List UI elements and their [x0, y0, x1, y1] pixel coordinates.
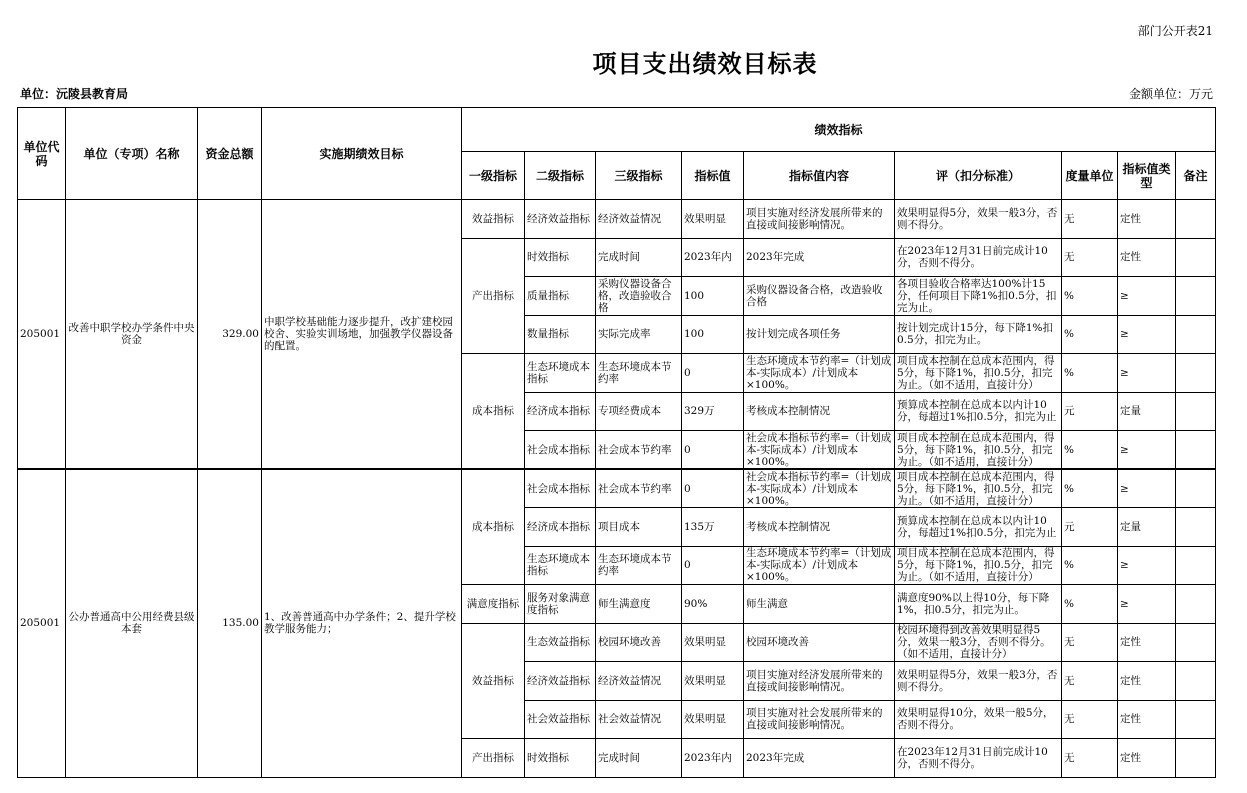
content-cell: 项目实施对经济发展所带来的直接或间接影响情况。 — [744, 662, 895, 701]
measure-cell: 无 — [1062, 739, 1118, 778]
score-cell: 项目成本控制在总成本范围内，得5分，每下降1%，扣0.5分，扣完为止。（如不适用，直接计分） — [895, 469, 1062, 508]
note-cell — [1176, 238, 1216, 277]
level2-cell: 社会成本指标 — [525, 431, 596, 470]
value-cell: 2023年内 — [682, 238, 744, 277]
level2-cell: 时效指标 — [525, 238, 596, 277]
score-cell: 按计划完成计15分，每下降1%扣0.5分，扣完为止。 — [895, 315, 1062, 354]
score-cell: 预算成本控制在总成本以内计10分，每超过1%扣0.5分，扣完为止 — [895, 392, 1062, 431]
col-level3: 三级指标 — [596, 152, 682, 200]
value-cell: 0 — [682, 354, 744, 393]
value-cell: 效果明显 — [682, 623, 744, 662]
value-cell: 0 — [682, 431, 744, 470]
note-cell — [1176, 546, 1216, 585]
measure-cell: 元 — [1062, 508, 1118, 547]
score-cell: 满意度90%以上得10分，每下降1%，扣0.5分，扣完为止。 — [895, 585, 1062, 624]
value-cell: 0 — [682, 469, 744, 508]
note-cell — [1176, 431, 1216, 470]
content-cell: 2023年完成 — [744, 238, 895, 277]
level1-cell: 产出指标 — [462, 238, 525, 354]
note-cell — [1176, 739, 1216, 778]
level3-cell: 社会成本节约率 — [596, 431, 682, 470]
unit-label: 单位：沅陵县教育局 — [20, 87, 129, 101]
level3-cell: 经济效益情况 — [596, 200, 682, 239]
level1-cell: 效益指标 — [462, 200, 525, 239]
type-cell: 定量 — [1118, 508, 1176, 547]
measure-cell: 元 — [1062, 392, 1118, 431]
type-cell: 定量 — [1118, 392, 1176, 431]
project-name-cell: 公办普通高中公用经费县级本套 — [66, 469, 198, 777]
col-amount: 资金总额 — [198, 108, 262, 200]
level2-cell: 质量指标 — [525, 277, 596, 316]
amount-cell: 329.00 — [198, 200, 262, 470]
content-cell: 社会成本指标节约率=（计划成本-实际成本）/计划成本×100%。 — [744, 431, 895, 470]
level2-cell: 社会效益指标 — [525, 700, 596, 739]
content-cell: 项目实施对经济发展所带来的直接或间接影响情况。 — [744, 200, 895, 239]
level3-cell: 社会效益情况 — [596, 700, 682, 739]
type-cell: 定性 — [1118, 739, 1176, 778]
level2-cell: 经济效益指标 — [525, 662, 596, 701]
level3-cell: 采购仪器设备合格，改造验收合格 — [596, 277, 682, 316]
level2-cell: 生态环境成本指标 — [525, 546, 596, 585]
note-cell — [1176, 662, 1216, 701]
measure-cell: % — [1062, 277, 1118, 316]
type-cell: 定性 — [1118, 700, 1176, 739]
level2-cell: 数量指标 — [525, 315, 596, 354]
content-cell: 2023年完成 — [744, 739, 895, 778]
score-cell: 在2023年12月31日前完成计10分，否则不得分。 — [895, 739, 1062, 778]
content-cell: 社会成本指标节约率=（计划成本-实际成本）/计划成本×100%。 — [744, 469, 895, 508]
level2-cell: 社会成本指标 — [525, 469, 596, 508]
col-name: 单位（专项）名称 — [66, 108, 198, 200]
col-code: 单位代码 — [18, 108, 66, 200]
performance-table — [17, 107, 1216, 778]
measure-cell: % — [1062, 546, 1118, 585]
project-name-cell: 改善中职学校办学条件中央资金 — [66, 200, 198, 470]
level3-cell: 实际完成率 — [596, 315, 682, 354]
goal-cell: 中职学校基础能力逐步提升，改扩建校园校舍、实验实训场地，加强教学仪器设备的配置。 — [262, 200, 462, 470]
value-cell: 100 — [682, 277, 744, 316]
level1-cell: 成本指标 — [462, 354, 525, 470]
value-cell: 0 — [682, 546, 744, 585]
measure-cell: 无 — [1062, 662, 1118, 701]
level3-cell: 师生满意度 — [596, 585, 682, 624]
content-cell: 校园环境改善 — [744, 623, 895, 662]
col-note: 备注 — [1176, 152, 1216, 200]
col-value: 指标值 — [682, 152, 744, 200]
level1-cell: 效益指标 — [462, 623, 525, 739]
level3-cell: 校园环境改善 — [596, 623, 682, 662]
measure-cell: % — [1062, 585, 1118, 624]
level3-cell: 专项经费成本 — [596, 392, 682, 431]
type-cell: 定性 — [1118, 200, 1176, 239]
level3-cell: 经济效益情况 — [596, 662, 682, 701]
measure-cell: % — [1062, 431, 1118, 470]
page-title: 项目支出绩效目标表 — [592, 49, 818, 78]
col-indicators: 绩效指标 — [462, 108, 1216, 152]
level3-cell: 生态环境成本节约率 — [596, 546, 682, 585]
note-cell — [1176, 354, 1216, 393]
level2-cell: 生态环境成本指标 — [525, 354, 596, 393]
type-cell: ≥ — [1118, 585, 1176, 624]
level1-cell: 产出指标 — [462, 739, 525, 778]
col-goal: 实施期绩效目标 — [262, 108, 462, 200]
score-cell: 预算成本控制在总成本以内计10分，每超过1%扣0.5分，扣完为止 — [895, 508, 1062, 547]
level3-cell: 完成时间 — [596, 739, 682, 778]
table-number-label: 部门公开表21 — [1137, 24, 1213, 38]
score-cell: 各项目验收合格率达100%计15分，任何项目下降1%扣0.5分，扣完为止。 — [895, 277, 1062, 316]
money-unit-label: 金额单位：万元 — [1128, 87, 1213, 101]
content-cell: 按计划完成各项任务 — [744, 315, 895, 354]
note-cell — [1176, 315, 1216, 354]
note-cell — [1176, 585, 1216, 624]
type-cell: 定性 — [1118, 623, 1176, 662]
type-cell: ≥ — [1118, 469, 1176, 508]
level3-cell: 完成时间 — [596, 238, 682, 277]
note-cell — [1176, 392, 1216, 431]
measure-cell: % — [1062, 469, 1118, 508]
type-cell: ≥ — [1118, 546, 1176, 585]
value-cell: 2023年内 — [682, 739, 744, 778]
content-cell: 考核成本控制情况 — [744, 508, 895, 547]
level2-cell: 生态效益指标 — [525, 623, 596, 662]
table-row — [18, 469, 1216, 508]
col-content: 指标值内容 — [744, 152, 895, 200]
measure-cell: 无 — [1062, 623, 1118, 662]
level3-cell: 社会成本节约率 — [596, 469, 682, 508]
type-cell: ≥ — [1118, 354, 1176, 393]
level1-cell: 满意度指标 — [462, 585, 525, 624]
type-cell: ≥ — [1118, 315, 1176, 354]
unit-code-cell: 205001 — [18, 469, 66, 777]
col-level2: 二级指标 — [525, 152, 596, 200]
level2-cell: 经济效益指标 — [525, 200, 596, 239]
level3-cell: 生态环境成本节约率 — [596, 354, 682, 393]
measure-cell: 无 — [1062, 200, 1118, 239]
level3-cell: 项目成本 — [596, 508, 682, 547]
col-level1: 一级指标 — [462, 152, 525, 200]
score-cell: 项目成本控制在总成本范围内，得5分，每下降1%，扣0.5分，扣完为止。（如不适用，直接计分） — [895, 431, 1062, 470]
table-row — [18, 200, 1216, 239]
score-cell: 效果明显得10分，效果一般5分，否则不得分。 — [895, 700, 1062, 739]
measure-cell: 无 — [1062, 700, 1118, 739]
note-cell — [1176, 200, 1216, 239]
measure-cell: 无 — [1062, 238, 1118, 277]
content-cell: 采购仪器设备合格，改造验收合格 — [744, 277, 895, 316]
unit-code-cell: 205001 — [18, 200, 66, 470]
goal-cell: 1、改善普通高中办学条件；2、提升学校教学服务能力； — [262, 469, 462, 777]
level2-cell: 时效指标 — [525, 739, 596, 778]
note-cell — [1176, 623, 1216, 662]
note-cell — [1176, 469, 1216, 508]
content-cell: 生态环境成本节约率=（计划成本-实际成本）/计划成本×100%。 — [744, 354, 895, 393]
type-cell: ≥ — [1118, 277, 1176, 316]
score-cell: 在2023年12月31日前完成计10分，否则不得分。 — [895, 238, 1062, 277]
level2-cell: 服务对象满意度指标 — [525, 585, 596, 624]
score-cell: 效果明显得5分，效果一般3分，否则不得分。 — [895, 200, 1062, 239]
note-cell — [1176, 277, 1216, 316]
content-cell: 项目实施对社会发展所带来的直接或间接影响情况。 — [744, 700, 895, 739]
value-cell: 效果明显 — [682, 700, 744, 739]
col-type: 指标值类型 — [1118, 152, 1176, 200]
score-cell: 项目成本控制在总成本范围内，得5分，每下降1%，扣0.5分，扣完为止。（如不适用，直接计分） — [895, 354, 1062, 393]
value-cell: 90% — [682, 585, 744, 624]
content-cell: 师生满意 — [744, 585, 895, 624]
measure-cell: % — [1062, 315, 1118, 354]
value-cell: 100 — [682, 315, 744, 354]
value-cell: 效果明显 — [682, 200, 744, 239]
type-cell: 定性 — [1118, 662, 1176, 701]
type-cell: 定性 — [1118, 238, 1176, 277]
note-cell — [1176, 700, 1216, 739]
col-measure: 度量单位 — [1062, 152, 1118, 200]
level2-cell: 经济成本指标 — [525, 392, 596, 431]
col-score: 评（扣分标准） — [895, 152, 1062, 200]
score-cell: 项目成本控制在总成本范围内，得5分，每下降1%，扣0.5分，扣完为止。（如不适用，直接计分） — [895, 546, 1062, 585]
measure-cell: % — [1062, 354, 1118, 393]
content-cell: 考核成本控制情况 — [744, 392, 895, 431]
score-cell: 效果明显得5分，效果一般3分，否则不得分。 — [895, 662, 1062, 701]
content-cell: 生态环境成本节约率=（计划成本-实际成本）/计划成本×100%。 — [744, 546, 895, 585]
amount-cell: 135.00 — [198, 469, 262, 777]
value-cell: 效果明显 — [682, 662, 744, 701]
value-cell: 329万 — [682, 392, 744, 431]
note-cell — [1176, 508, 1216, 547]
value-cell: 135万 — [682, 508, 744, 547]
type-cell: ≥ — [1118, 431, 1176, 470]
level1-cell: 成本指标 — [462, 469, 525, 585]
score-cell: 校园环境得到改善效果明显得5分，效果一般3分，否则不得分。（如不适用，直接计分） — [895, 623, 1062, 662]
level2-cell: 经济成本指标 — [525, 508, 596, 547]
